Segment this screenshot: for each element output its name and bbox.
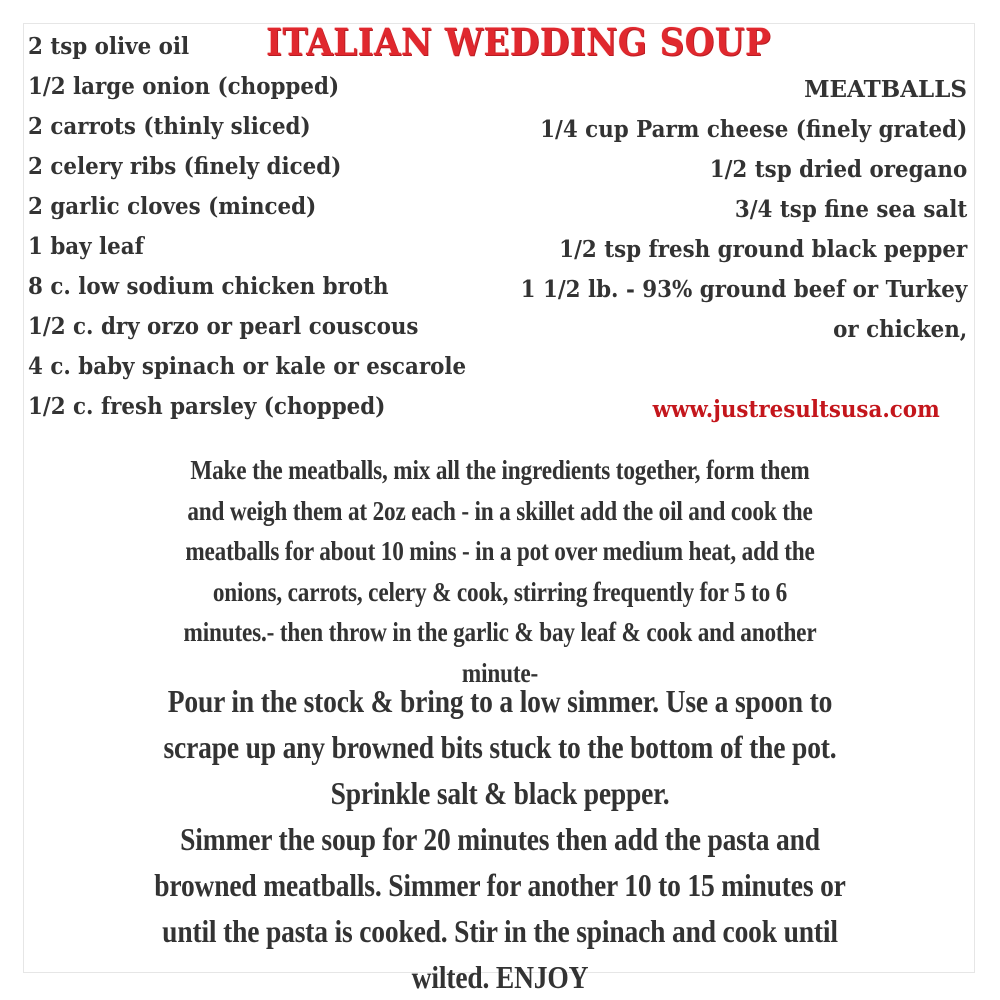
meatballs-heading: MEATBALLS [804, 76, 967, 103]
instruction-line: wilted. ENJOY [411, 959, 589, 995]
meatball-ingredient-item: 1/4 cup Parm cheese (finely grated) [539, 116, 967, 143]
meatballs-section [487, 70, 967, 350]
ingredient-item: 2 celery ribs (finely diced) [28, 153, 342, 180]
meatball-ingredient-item: 3/4 tsp fine sea salt [734, 196, 967, 223]
instruction-line: minutes.- then throw in the garlic & bay leaf & cook and another [183, 617, 817, 647]
ingredient-item: 2 garlic cloves (minced) [28, 193, 317, 220]
instructions-simmer-and-finish [24, 678, 976, 1000]
ingredient-item: 1 bay leaf [28, 233, 144, 260]
meatball-ingredient-item: 1 1/2 lb. - 93% ground beef or Turkey [520, 276, 967, 303]
meatballs-ingredients-list [487, 110, 967, 350]
instruction-line: until the pasta is cooked. Stir in the spinach and cook until [162, 913, 838, 949]
soup-ingredients-list [28, 28, 499, 428]
ingredient-item: 2 tsp olive oil [28, 33, 190, 60]
instruction-line: Simmer the soup for 20 minutes then add the pasta and [180, 821, 820, 857]
website-link[interactable]: www.justresultsusa.com [652, 396, 940, 423]
instruction-line: and weigh them at 2oz each - in a skillet add the oil and cook the [187, 495, 813, 526]
instructions-meatballs-and-vegetables [24, 450, 976, 693]
ingredient-item: 1/2 large onion (chopped) [28, 73, 340, 100]
instruction-line: Pour in the stock & bring to a low simmer. Use a spoon to [167, 683, 833, 719]
ingredient-item: 4 c. baby spinach or kale or escarole [28, 353, 467, 380]
recipe-title: ITALIAN WEDDING SOUP [266, 20, 771, 64]
meatball-ingredient-item: 1/2 tsp dried oregano [709, 156, 967, 183]
ingredient-item: 8 c. low sodium chicken broth [28, 273, 389, 300]
ingredient-item: 1/2 c. dry orzo or pearl couscous [28, 313, 419, 340]
ingredient-item: 2 carrots (thinly sliced) [28, 113, 311, 140]
instruction-line: Make the meatballs, mix all the ingredients together, form them [190, 455, 810, 485]
instruction-line: meatballs for about 10 mins - in a pot over medium heat, add the [185, 536, 815, 566]
meatball-ingredient-item: or chicken, [832, 316, 967, 343]
instruction-line: browned meatballs. Simmer for another 10 to 15 minutes or [154, 867, 846, 903]
instruction-line: scrape up any browned bits stuck to the bottom of the pot. [163, 729, 837, 765]
ingredient-item: 1/2 c. fresh parsley (chopped) [28, 393, 386, 420]
meatball-ingredient-item: 1/2 tsp fresh ground black pepper [558, 236, 967, 263]
instruction-line: onions, carrots, celery & cook, stirring frequently for 5 to 6 [212, 576, 788, 607]
instruction-line: minute- [461, 657, 539, 688]
instruction-line: Sprinkle salt & black pepper. [330, 775, 670, 811]
